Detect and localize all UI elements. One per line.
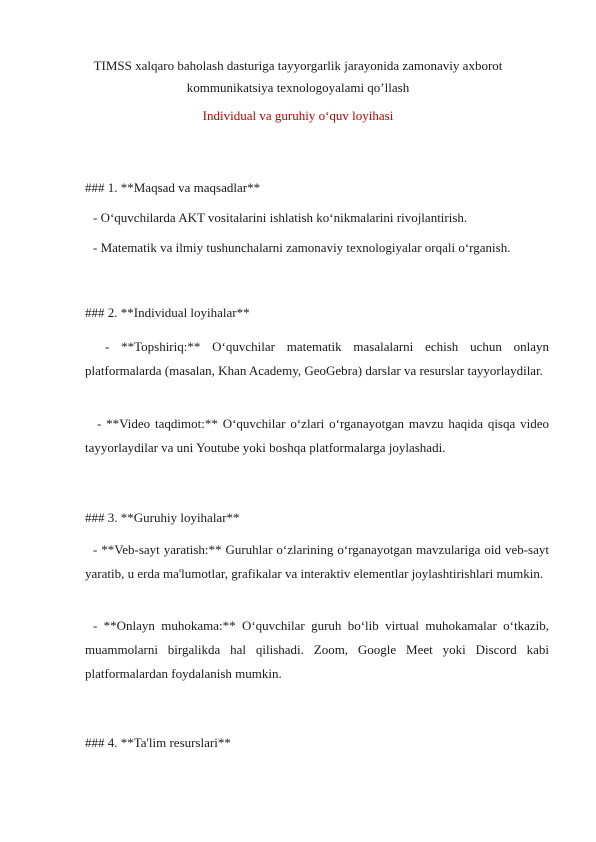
document-header [60,55,536,127]
section-2-item-1: - **Topshiriq:** O‘quvchilar matematik masalalarni echish uchun onlayn platformalarda (masalan, Khan Academy, GeoGebra) darslar va resurslar tayyorlaydilar. [85,339,549,378]
section-4-heading: ### 4. **Ta'lim resurslari** [85,735,231,750]
section-3-heading: ### 3. **Guruhiy loyihalar** [85,510,240,525]
section-2-heading: ### 2. **Individual loyihalar** [85,305,250,320]
section-3-item-1: - **Veb-sayt yaratish:** Guruhlar o‘zlarining o‘rganayotgan mavzulariga oid veb-sayt yaratib, u erda ma'lumotlar, grafikalar va interaktiv elementlar joylashtirishlari mumkin. [85,542,549,581]
document-subtitle: Individual va guruhiy o‘quv loyihasi [202,108,394,123]
title-line-2: kommunikatsiya texnologoyalami qo’llash [186,80,410,95]
section-2-item-2: - **Video taqdimot:** O‘quvchilar o‘zlari o‘rganayotgan mavzu haqida qisqa video tayyorlaydilar va uni Youtube yoki boshqa platformalarga joylashadi. [85,416,549,455]
section-3-item-2: - **Onlayn muhokama:** O‘quvchilar guruh bo‘lib virtual muhokamalar o‘tkazib, muammolarni birgalikda hal qilishadi. Zoom, Google Meet yoki Discord kabi platformalardan foydalanish mumkin. [85,618,549,681]
section-1-heading: ### 1. **Maqsad va maqsadlar** [85,180,261,195]
section-1-item-2: - Matematik va ilmiy tushunchalarni zamonaviy texnologiyalar orqali o‘rganish. [93,240,511,255]
title-line-1: TIMSS xalqaro baholash dasturiga tayyorgarlik jarayonida zamonaviy axborot [93,58,503,73]
section-1-item-1: - O‘quvchilarda AKT vositalarini ishlatish ko‘nikmalarini rivojlantirish. [93,210,468,225]
